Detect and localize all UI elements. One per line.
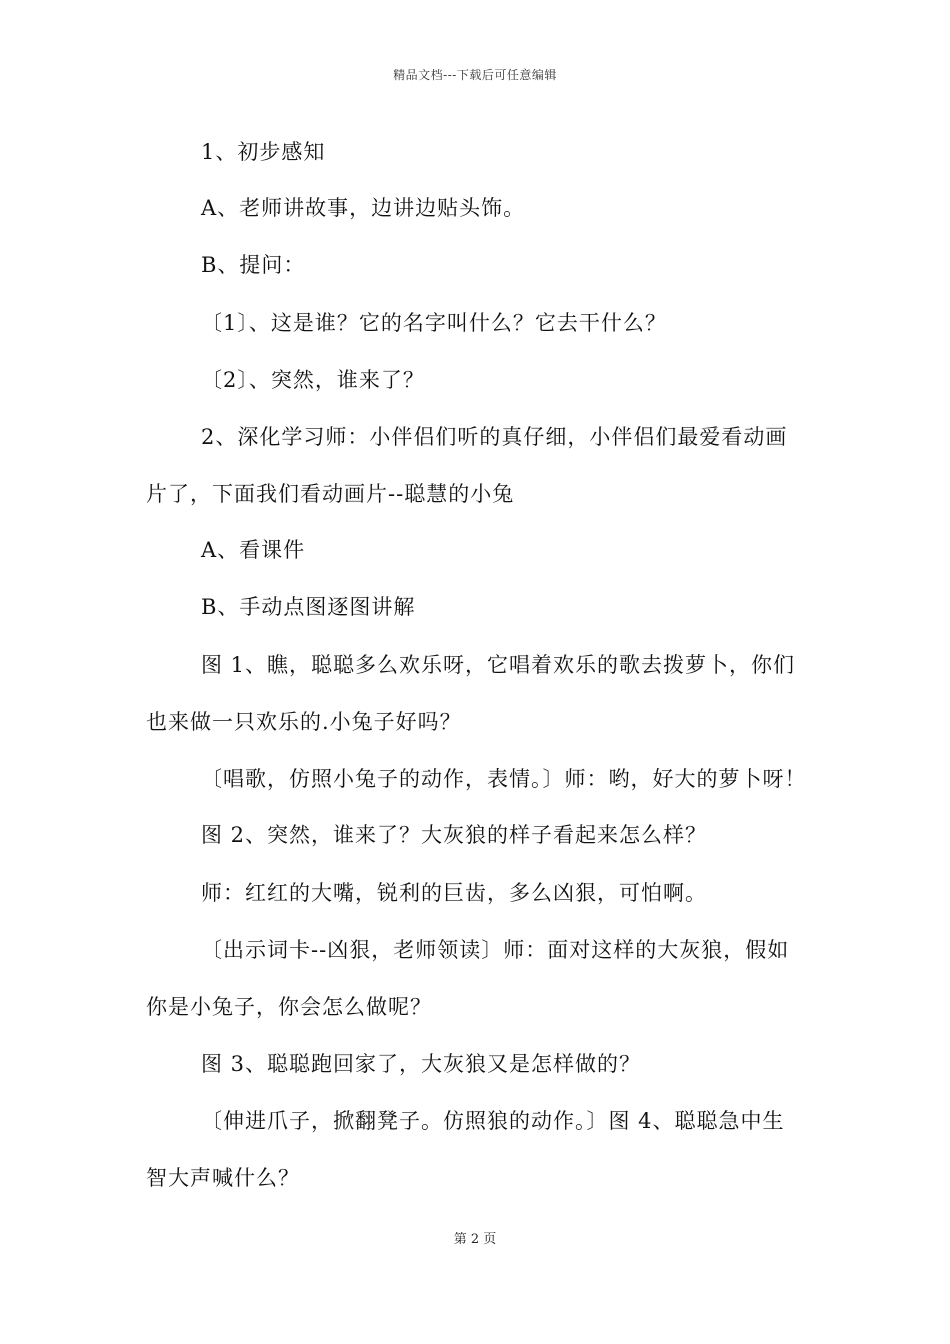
text-line: 图 3、聪聪跑回家了，大灰狼又是怎样做的？: [201, 1052, 642, 1076]
text-line: 1、初步感知: [201, 140, 326, 164]
text-line: 你是小兔子，你会怎么做呢？: [146, 995, 432, 1019]
text-line: 2、深化学习师：小伴侣们听的真仔细，小伴侣们最爱看动画: [201, 425, 788, 449]
text-line: 智大声喊什么？: [146, 1166, 300, 1190]
text-line: 〔出示词卡--凶狠，老师领读〕师：面对这样的大灰狼，假如: [201, 938, 790, 962]
text-line: 也来做一只欢乐的.小兔子好吗？: [146, 710, 462, 734]
text-line: 〔唱歌，仿照小兔子的动作，表情。〕师：哟，好大的萝卜呀！: [201, 767, 807, 791]
text-line: B、提问：: [201, 253, 306, 277]
text-line: 师：红红的大嘴，锐利的巨齿，多么凶狠，可怕啊。: [201, 881, 707, 905]
text-line: A、老师讲故事，边讲边贴头饰。: [201, 196, 526, 220]
text-line: 图 1、瞧，聪聪多么欢乐呀，它唱着欢乐的歌去拨萝卜，你们: [201, 653, 796, 677]
page-number: 第 2 页: [453, 1232, 497, 1247]
page-header: 精品文档---下载后可任意编辑: [393, 68, 557, 82]
text-line: 片了，下面我们看动画片--聪慧的小兔: [146, 482, 515, 506]
text-line: B、手动点图逐图讲解: [201, 595, 416, 619]
text-line: 图 2、突然，谁来了？大灰狼的样子看起来怎么样？: [201, 823, 708, 847]
text-line: A、看课件: [201, 538, 306, 562]
text-line: 〔1〕、这是谁？它的名字叫什么？它去干什么？: [201, 311, 667, 335]
text-line: 〔伸进爪子，掀翻凳子。仿照狼的动作。〕图 4、聪聪急中生: [201, 1109, 785, 1133]
text-line: 〔2〕、突然，谁来了？: [201, 368, 425, 392]
